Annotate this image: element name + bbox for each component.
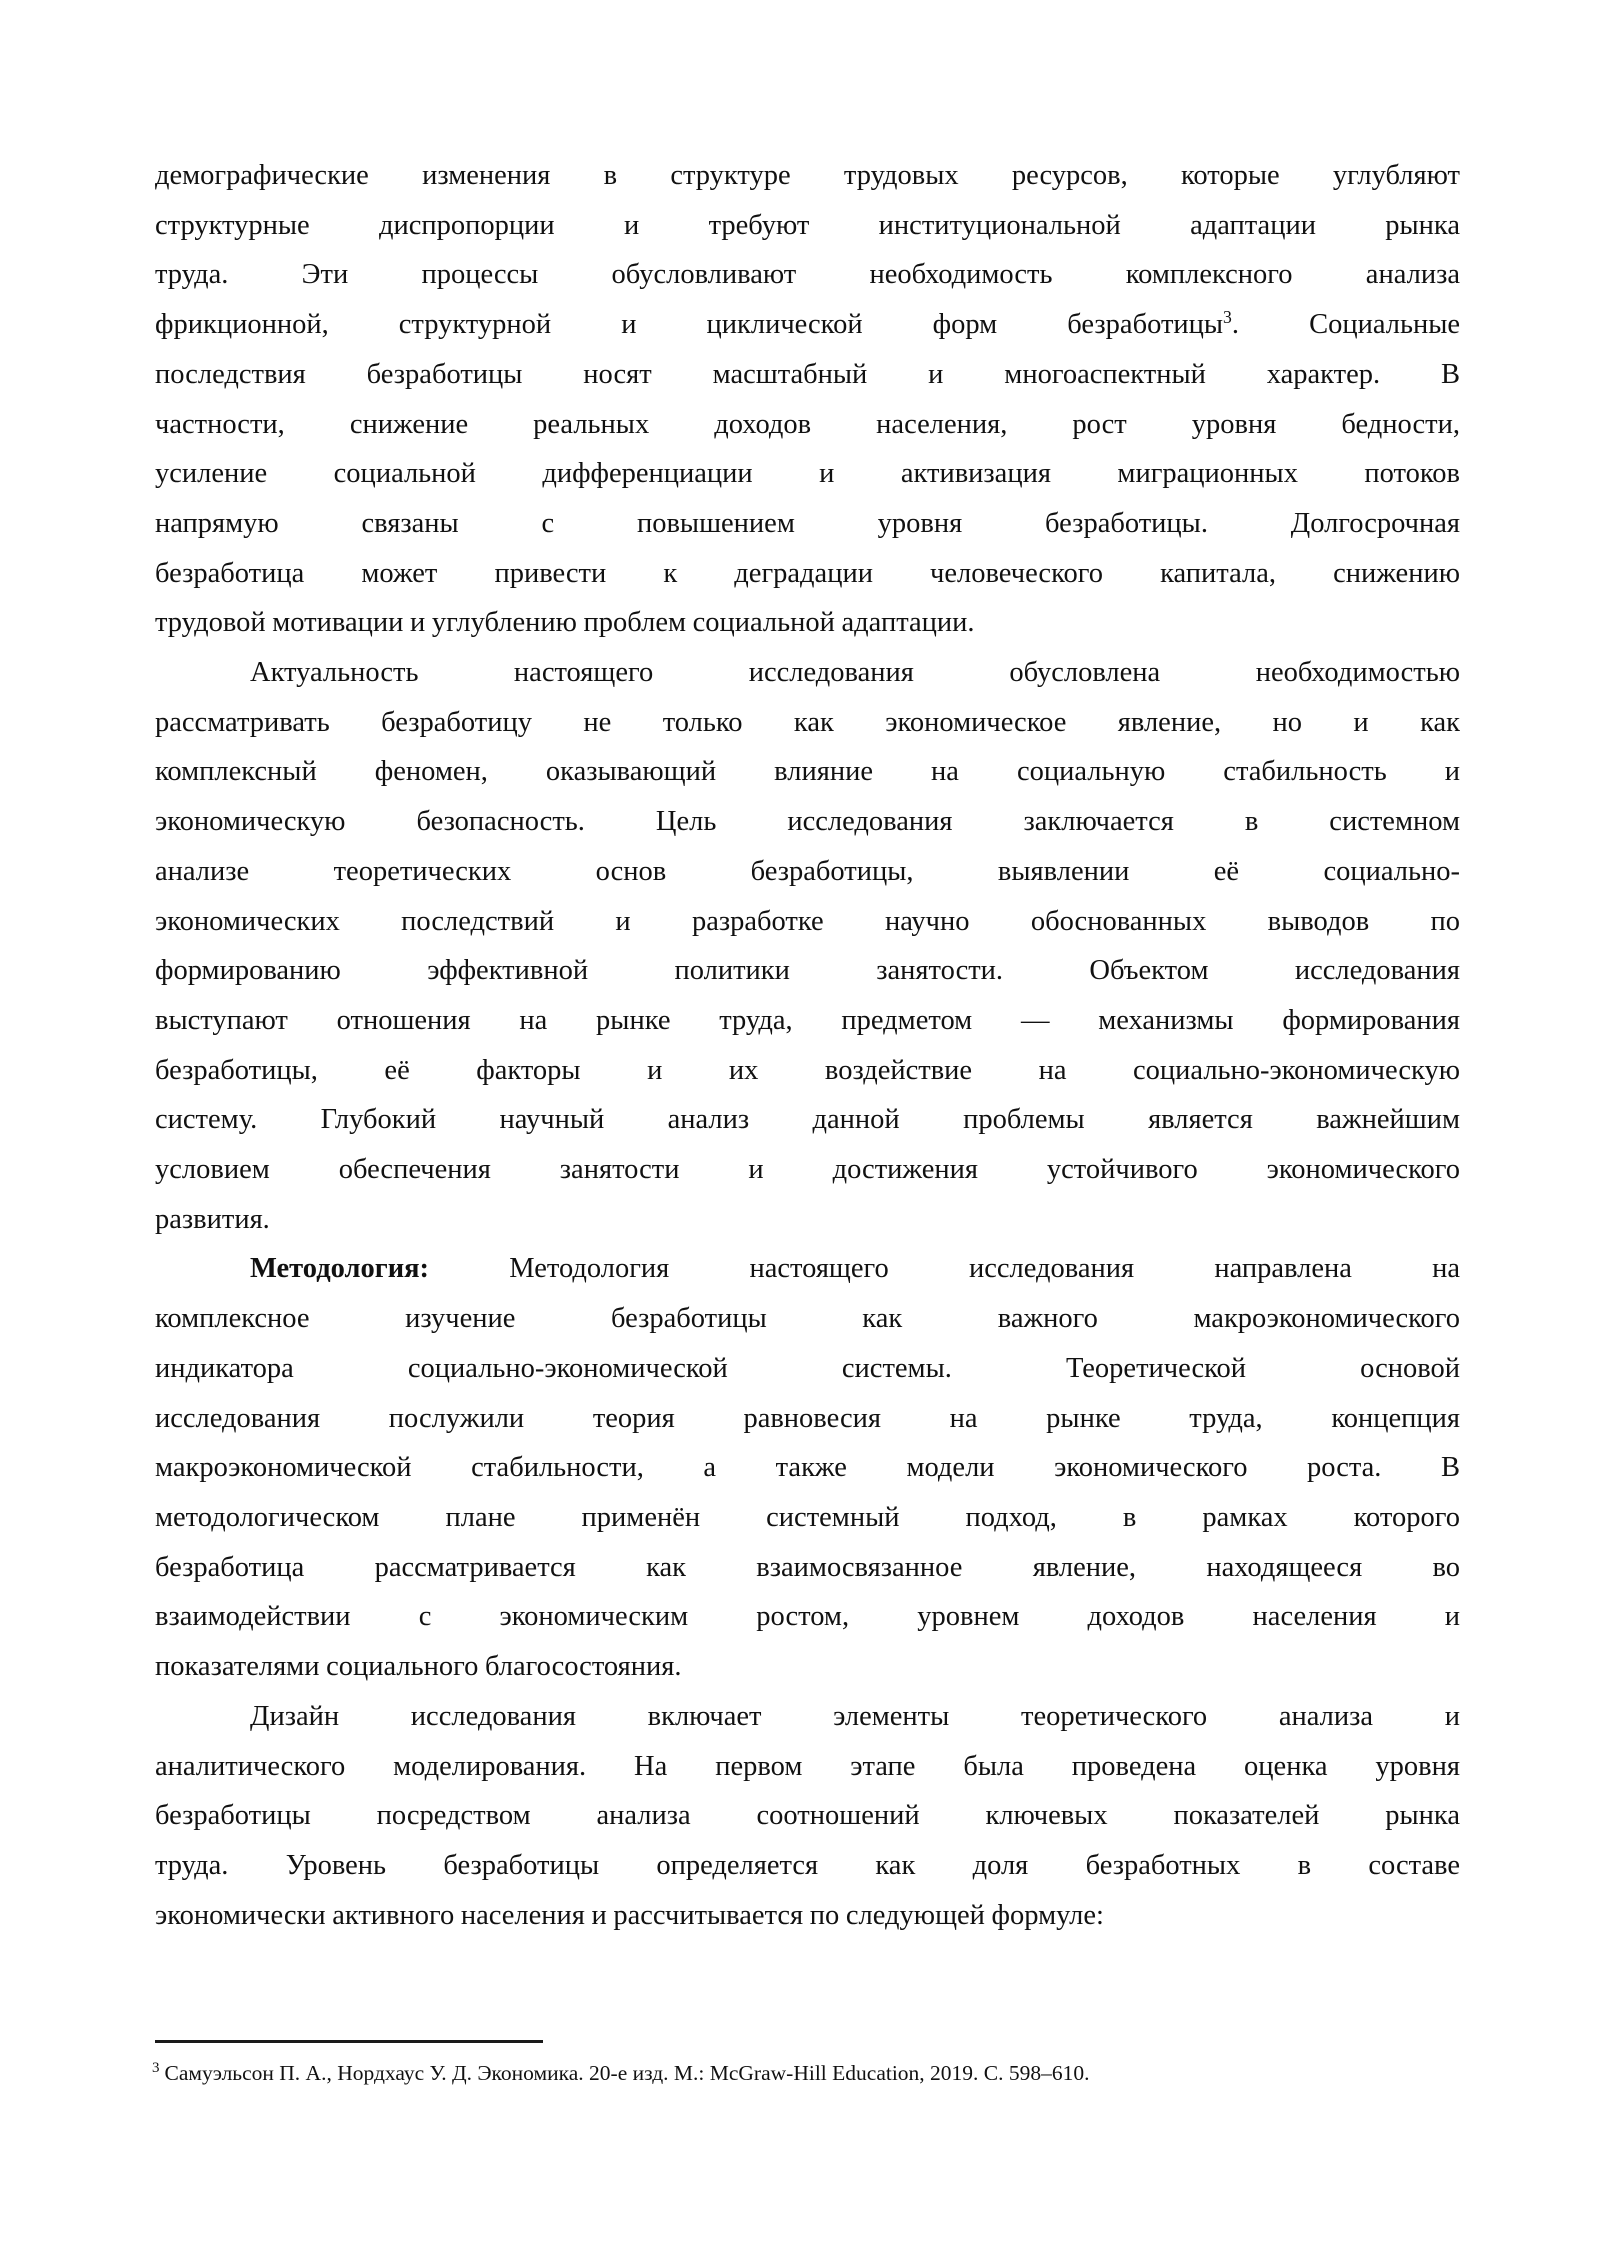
text-run: безработицы, её факторы и их воздействие на социально-экономическую bbox=[155, 1054, 1460, 1086]
text-run: Дизайн исследования включает элементы теоретического анализа и bbox=[250, 1700, 1460, 1732]
text-line bbox=[155, 648, 1460, 698]
text-line bbox=[155, 1692, 1460, 1742]
text-line bbox=[155, 1592, 1460, 1642]
text-run: показателями социального благосостояния. bbox=[155, 1651, 682, 1683]
text-line bbox=[155, 1493, 1460, 1543]
paragraph-3 bbox=[155, 1244, 1460, 1691]
text-line bbox=[155, 847, 1460, 897]
text-line bbox=[155, 1443, 1460, 1493]
footnote bbox=[152, 2053, 1472, 2093]
text-line bbox=[155, 1841, 1460, 1891]
text-run: последствия безработицы носят масштабный и многоаспектный характер. В bbox=[155, 358, 1460, 390]
text-run: фрикционной, структурной и циклической форм безработицы bbox=[155, 309, 1224, 341]
text-run: методологическом плане применён системный подход, в рамках которого bbox=[155, 1501, 1460, 1533]
text-line bbox=[155, 1791, 1460, 1841]
text-line bbox=[155, 1095, 1460, 1145]
text-run: анализе теоретических основ безработицы, выявлении её социально- bbox=[155, 855, 1460, 887]
text-line bbox=[155, 1891, 1460, 1941]
text-line bbox=[155, 747, 1460, 797]
text-line bbox=[155, 797, 1460, 847]
text-run: частности, снижение реальных доходов населения, рост уровня бедности, bbox=[155, 408, 1460, 440]
text-line bbox=[155, 598, 1460, 648]
text-run: демографические изменения в структуре трудовых ресурсов, которые углубляют bbox=[155, 160, 1460, 191]
text-run: структурные диспропорции и требуют институциональной адаптации рынка bbox=[155, 209, 1460, 241]
text-run: индикатора социально-экономической системы. Теоретической основой bbox=[155, 1352, 1460, 1384]
text-run: безработица может привести к деградации человеческого капитала, снижению bbox=[155, 557, 1460, 589]
text-run: систему. Глубокий научный анализ данной проблемы является важнейшим bbox=[155, 1104, 1460, 1136]
text-run: экономически активного населения и рассчитывается по следующей формуле: bbox=[155, 1899, 1104, 1931]
text-run: Методология настоящего исследования направлена на bbox=[429, 1253, 1460, 1285]
text-line bbox=[155, 1344, 1460, 1394]
paragraph-2 bbox=[155, 648, 1460, 1244]
text-run: . Социальные bbox=[1231, 309, 1460, 341]
footnote-marker: 3 bbox=[152, 2059, 160, 2076]
text-run: макроэкономической стабильности, а также модели экономического роста. В bbox=[155, 1452, 1460, 1484]
text-run: трудовой мотивации и углублению проблем социальной адаптации. bbox=[155, 607, 975, 639]
text-run: экономическую безопасность. Цель исследования заключается в системном bbox=[155, 806, 1460, 838]
text-run: развития. bbox=[155, 1203, 270, 1235]
footnote-text: Самуэльсон П. А., Нордхаус У. Д. Экономика. 20-е изд. М.: McGraw-Hill Education, 2019. С. 598–610. bbox=[164, 2061, 1090, 2085]
text-run: формированию эффективной политики занятости. Объектом исследования bbox=[155, 955, 1460, 987]
text-line bbox=[155, 400, 1460, 450]
text-line bbox=[155, 549, 1460, 599]
text-line bbox=[155, 1642, 1460, 1692]
text-line bbox=[155, 1195, 1460, 1245]
bold-text-run: Методология: bbox=[250, 1253, 430, 1285]
text-run: исследования послужили теория равновесия на рынке труда, концепция bbox=[155, 1402, 1460, 1434]
text-line bbox=[155, 1244, 1460, 1294]
text-run: безработица рассматривается как взаимосвязанное явление, находящееся во bbox=[155, 1551, 1460, 1583]
text-line bbox=[155, 1294, 1460, 1344]
text-run: комплексный феномен, оказывающий влияние на социальную стабильность и bbox=[155, 756, 1460, 788]
text-line bbox=[155, 996, 1460, 1046]
footnote-separator bbox=[155, 2040, 543, 2043]
text-run: труда. Эти процессы обусловливают необходимость комплексного анализа bbox=[155, 259, 1460, 291]
text-line bbox=[155, 1742, 1460, 1792]
text-line bbox=[155, 350, 1460, 400]
text-run: аналитического моделирования. На первом этапе была проведена оценка уровня bbox=[155, 1750, 1460, 1782]
paragraph-4 bbox=[155, 1692, 1460, 1941]
paragraph-1 bbox=[155, 151, 1460, 648]
text-line bbox=[155, 1543, 1460, 1593]
text-run: взаимодействии с экономическим ростом, уровнем доходов населения и bbox=[155, 1601, 1460, 1633]
text-line bbox=[155, 1394, 1460, 1444]
text-run: безработицы посредством анализа соотношений ключевых показателей рынка bbox=[155, 1800, 1460, 1832]
text-line bbox=[155, 1145, 1460, 1195]
text-run: рассматривать безработицу не только как экономическое явление, но и как bbox=[155, 706, 1460, 738]
text-line bbox=[155, 250, 1460, 300]
text-run: напрямую связаны с повышением уровня безработицы. Долгосрочная bbox=[155, 507, 1460, 539]
text-run: Актуальность настоящего исследования обусловлена необходимостью bbox=[250, 657, 1460, 689]
text-run: экономических последствий и разработке научно обоснованных выводов по bbox=[155, 905, 1460, 937]
text-run: условием обеспечения занятости и достижения устойчивого экономического bbox=[155, 1154, 1460, 1186]
text-line bbox=[155, 300, 1460, 350]
text-run: комплексное изучение безработицы как важного макроэкономического bbox=[155, 1303, 1460, 1335]
text-line bbox=[155, 151, 1460, 201]
text-line bbox=[155, 449, 1460, 499]
text-run: труда. Уровень безработицы определяется как доля безработных в составе bbox=[155, 1849, 1460, 1881]
footnote-ref: 3 bbox=[1223, 307, 1232, 328]
text-line bbox=[155, 897, 1460, 947]
text-run: усиление социальной дифференциации и активизация миграционных потоков bbox=[155, 458, 1460, 490]
text-line bbox=[155, 1046, 1460, 1096]
document-body bbox=[155, 151, 1460, 1940]
text-line bbox=[155, 499, 1460, 549]
text-line bbox=[155, 946, 1460, 996]
text-run: выступают отношения на рынке труда, предметом — механизмы формирования bbox=[155, 1004, 1460, 1036]
text-line bbox=[155, 698, 1460, 748]
text-line bbox=[155, 201, 1460, 251]
